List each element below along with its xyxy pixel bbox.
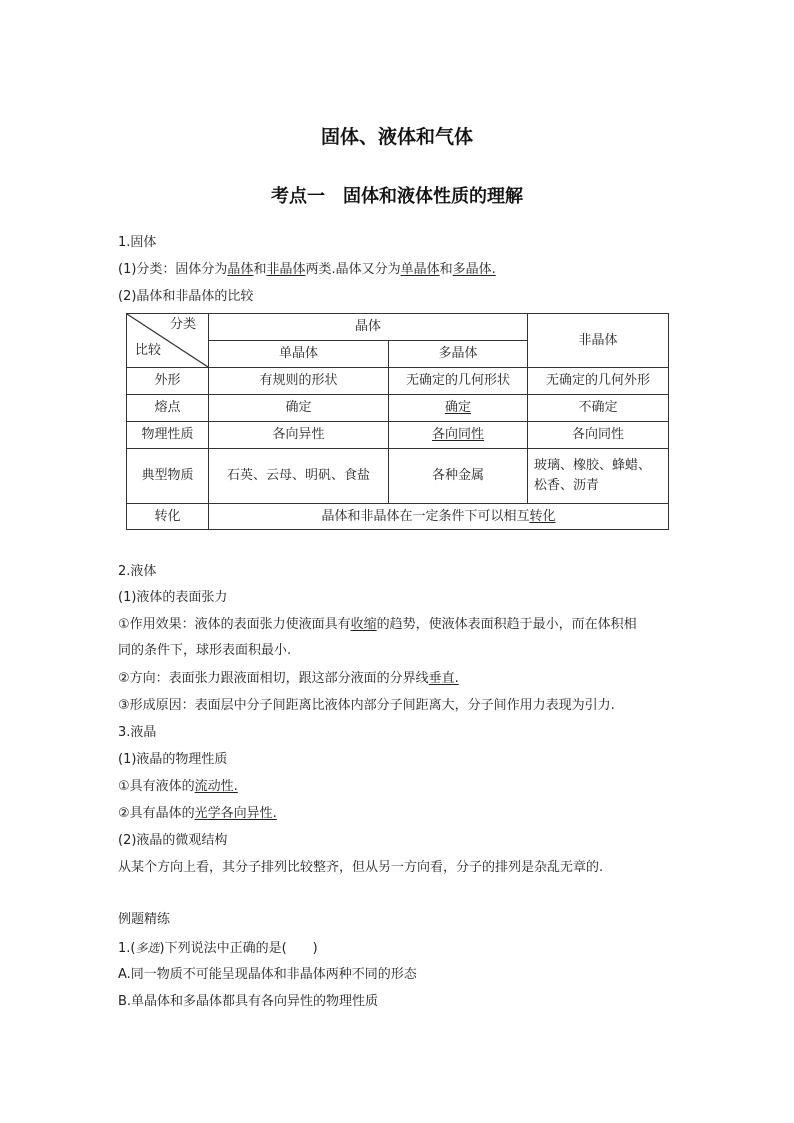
- table-row: [127, 504, 669, 530]
- table-row: [127, 449, 669, 504]
- header-crystal: 晶体: [209, 314, 528, 341]
- para-anisotropy: [118, 805, 277, 823]
- heading-liquid: 2.液体: [118, 564, 157, 579]
- cell-line: 松香、沥青: [534, 478, 600, 493]
- option-a: A.同一物质不可能呈现晶体和非晶体两种不同的形态: [118, 967, 417, 982]
- cell: [209, 504, 669, 530]
- underlined-term: 流动性.: [194, 779, 238, 794]
- cell: 有规则的形状: [209, 368, 389, 395]
- section-subtitle: 考点一 固体和液体性质的理解: [271, 186, 523, 207]
- question-tag: 多选: [135, 941, 160, 955]
- diag-bottom-label: 比较: [135, 343, 162, 358]
- underlined-term: 非晶体: [266, 262, 306, 277]
- underlined-term: 各向同性: [432, 427, 485, 442]
- row-label: 熔点: [127, 395, 209, 422]
- cell: [528, 449, 669, 504]
- row-label: 典型物质: [127, 449, 209, 504]
- para-effect-cont: 同的条件下，球形表面积最小.: [118, 643, 292, 658]
- header-polycrystal: 多晶体: [389, 341, 528, 368]
- text: ②方向：表面张力跟液面相切，跟这部分液面的分界线: [118, 671, 429, 686]
- para-lc-structure-desc: 从某个方向上看，其分子排列比较整齐，但从另一方向看，分子的排列是杂乱无章的.: [118, 860, 604, 875]
- text: 1.(: [118, 941, 136, 956]
- para-comparison: (2)晶体和非晶体的比较: [118, 289, 254, 304]
- para-fluidity: [118, 778, 238, 796]
- underlined-term: 转化: [529, 508, 556, 524]
- option-b: B.单晶体和多晶体都具有各向异性的物理性质: [118, 994, 379, 1009]
- heading-examples: 例题精练: [118, 912, 171, 927]
- para-direction: [118, 670, 459, 688]
- text: ②具有晶体的: [118, 806, 195, 821]
- table-row: [127, 368, 669, 395]
- header-amorphous: 非晶体: [528, 314, 669, 368]
- question-1: [118, 939, 318, 958]
- cell: 各向异性: [209, 422, 389, 449]
- para-lc-structure: (2)液晶的微观结构: [118, 833, 228, 848]
- table-row: [127, 395, 669, 422]
- text: 晶体和非晶体在一定条件下可以相互: [321, 508, 530, 524]
- text: 和: [439, 262, 453, 277]
- cell: 无确定的几何外形: [528, 368, 669, 395]
- para-classification: [118, 261, 496, 279]
- cell: 各向同性: [528, 422, 669, 449]
- text: )下列说法中正确的是( ): [159, 941, 318, 956]
- underlined-term: 光学各向异性.: [194, 806, 277, 821]
- heading-liquid-crystal: 3.液晶: [118, 725, 157, 740]
- text: 和: [253, 262, 267, 277]
- para-cause: ③形成原因：表面层中分子间距离比液体内部分子间距离大，分子间作用力表现为引力.: [118, 698, 615, 713]
- page-title: 固体、液体和气体: [320, 126, 473, 148]
- row-label: 物理性质: [127, 422, 209, 449]
- underlined-term: 多晶体.: [452, 262, 496, 277]
- heading-solid: 1.固体: [118, 235, 157, 250]
- text: 两类.晶体又分为: [305, 262, 401, 277]
- row-label: 转化: [127, 504, 209, 530]
- text: 的趋势，使液体表面积趋于最小，而在体积相: [376, 617, 637, 632]
- table-row: [127, 422, 669, 449]
- text: (1)分类：固体分为: [118, 262, 228, 277]
- text: ①作用效果：液体的表面张力使液面具有: [118, 617, 351, 632]
- cell: 确定: [209, 395, 389, 422]
- underlined-term: 晶体: [227, 262, 254, 277]
- cell: [389, 422, 528, 449]
- para-effect: [118, 616, 637, 634]
- underlined-term: 收缩: [350, 617, 377, 632]
- underlined-term: 单晶体: [400, 262, 440, 277]
- text: ①具有液体的: [118, 779, 195, 794]
- cell: 石英、云母、明矾、食盐: [209, 449, 389, 504]
- cell: 各种金属: [389, 449, 528, 504]
- underlined-term: 垂直.: [428, 671, 459, 686]
- diagonal-header-cell: [127, 314, 209, 368]
- para-surface-tension: (1)液体的表面张力: [118, 590, 228, 605]
- header-single-crystal: 单晶体: [209, 341, 389, 368]
- cell-line: 玻璃、橡胶、蜂蜡、: [534, 458, 652, 473]
- cell: 无确定的几何形状: [389, 368, 528, 395]
- comparison-table: [126, 313, 669, 530]
- diag-top-label: 分类: [169, 317, 196, 332]
- para-lc-properties: (1)液晶的物理性质: [118, 752, 228, 767]
- row-label: 外形: [127, 368, 209, 395]
- cell: [389, 395, 528, 422]
- cell: 不确定: [528, 395, 669, 422]
- underlined-term: 确定: [445, 400, 472, 415]
